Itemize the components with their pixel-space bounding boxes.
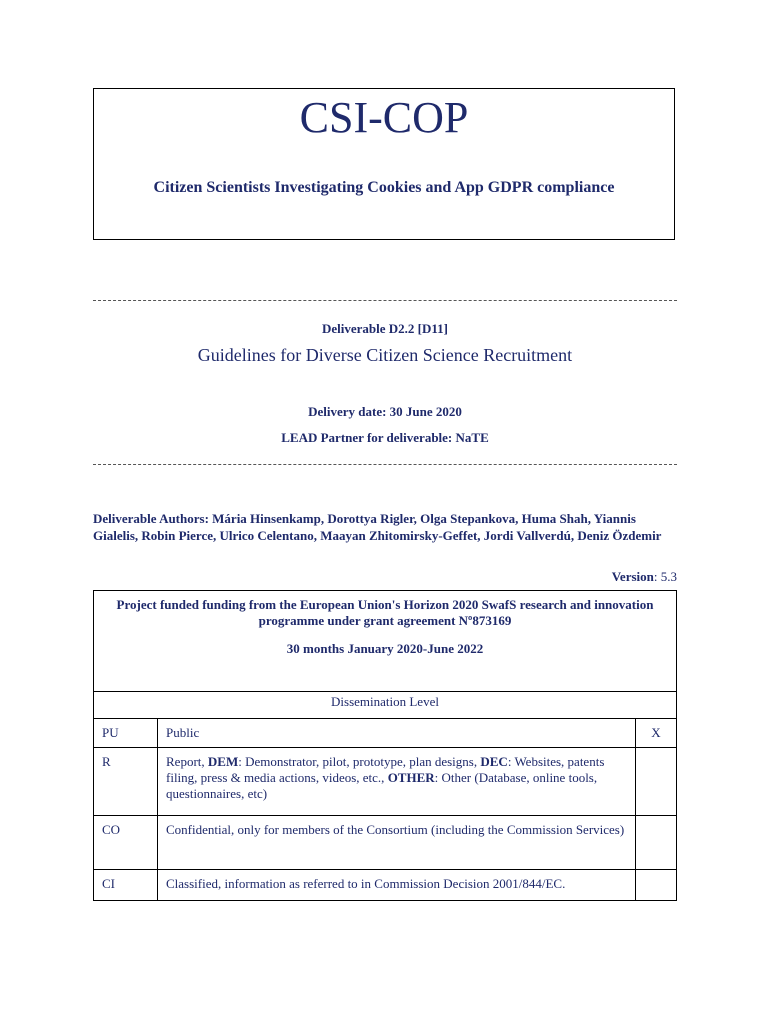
table-row xyxy=(94,719,676,748)
title-box xyxy=(93,88,675,240)
level-code: R xyxy=(94,748,158,816)
level-code: PU xyxy=(94,719,158,748)
dissemination-heading: Dissemination Level xyxy=(94,691,676,719)
level-code: CI xyxy=(94,870,158,901)
level-mark xyxy=(636,870,677,901)
dissemination-table xyxy=(94,719,676,901)
level-description: Report, DEM: Demonstrator, pilot, prototype, plan designs, DEC: Websites, patents filing, press & media actions, videos, etc., OTHER: Other (Database, online tools, questionnaires, etc) xyxy=(158,748,636,816)
level-description: Confidential, only for members of the Consortium (including the Commission Services) xyxy=(158,816,636,870)
table-row xyxy=(94,816,676,870)
lead-partner: LEAD Partner for deliverable: NaTE xyxy=(281,430,489,445)
divider-bottom xyxy=(93,464,677,465)
document-title: Guidelines for Diverse Citizen Science Recruitment xyxy=(197,345,573,365)
level-description: Classified, information as referred to in Commission Decision 2001/844/EC. xyxy=(158,870,636,901)
project-duration: 30 months January 2020-June 2022 xyxy=(286,641,484,656)
delivery-date: Delivery date: 30 June 2020 xyxy=(308,404,462,419)
project-title: CSI-COP xyxy=(299,93,469,142)
version-label: Version xyxy=(611,569,654,584)
table-row xyxy=(94,870,676,901)
deliverable-code: Deliverable D2.2 [D11] xyxy=(321,321,448,336)
funding-statement: Project funded funding from the European Union's Horizon 2020 SwafS research and innovation programme under grant agreement Nº873169 xyxy=(116,597,654,628)
version xyxy=(612,569,677,585)
level-code: CO xyxy=(94,816,158,870)
table-row xyxy=(94,748,676,816)
authors: Deliverable Authors: Mária Hinsenkamp, Dorottya Rigler, Olga Stepankova, Huma Shah, Yiannis Gialelis, Robin Pierce, Ulrico Celentano, Maayan Zhitomirsky-Geffet, Jordi Vallverdú, Deniz Özdemir xyxy=(93,511,662,543)
level-mark: X xyxy=(636,719,677,748)
funding-table xyxy=(93,590,677,901)
divider-top xyxy=(93,300,677,301)
level-description: Public xyxy=(158,719,636,748)
version-value: : 5.3 xyxy=(653,569,677,584)
level-mark xyxy=(636,748,677,816)
funding-header xyxy=(94,591,676,692)
project-subtitle: Citizen Scientists Investigating Cookies and App GDPR compliance xyxy=(153,179,615,196)
level-mark xyxy=(636,816,677,870)
